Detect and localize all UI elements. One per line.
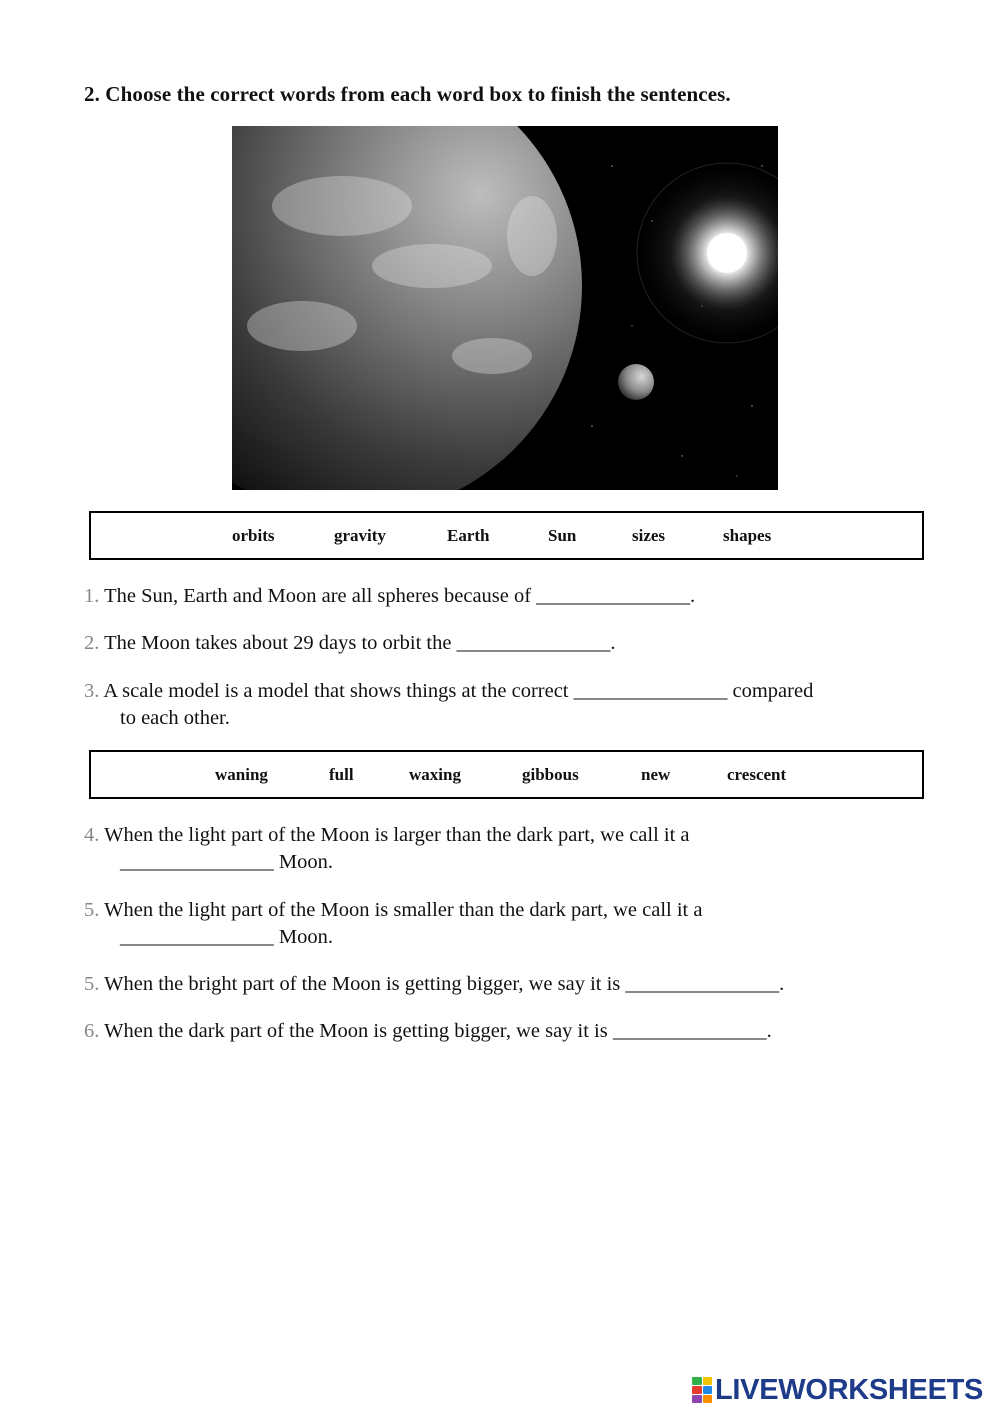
- question-text: When the dark part of the Moon is getting bigger, we say it is: [104, 1020, 613, 1042]
- answer-blank[interactable]: _______________: [573, 680, 728, 702]
- logo-text: LIVEWORKSHEETS: [715, 1373, 984, 1406]
- word-option: gibbous: [522, 765, 579, 784]
- answer-blank[interactable]: _______________: [625, 973, 780, 995]
- logo-tiles-icon: [692, 1377, 712, 1403]
- answer-blank[interactable]: _______________: [536, 585, 690, 607]
- word-option: new: [641, 765, 671, 784]
- question-text-end: Moon.: [273, 926, 333, 948]
- question-1: [84, 583, 934, 610]
- word-option: waning: [215, 765, 268, 784]
- word-option: shapes: [723, 526, 772, 545]
- question-text: A scale model is a model that shows things at the correct: [103, 680, 574, 702]
- question-text: When the light part of the Moon is smaller than the dark part, we call it a: [104, 899, 703, 921]
- question-number: 6.: [84, 1020, 100, 1042]
- question-text-end: .: [689, 585, 696, 607]
- question-text: When the bright part of the Moon is getting bigger, we say it is: [104, 973, 626, 995]
- word-option: Sun: [548, 526, 577, 545]
- answer-blank[interactable]: _______________: [120, 926, 274, 948]
- question-number: 5.: [84, 899, 100, 921]
- word-option: sizes: [632, 526, 666, 545]
- question-text: The Moon takes about 29 days to orbit the: [104, 632, 457, 654]
- answer-blank[interactable]: _______________: [456, 632, 611, 654]
- question-3: [84, 678, 934, 732]
- question-text-end: .: [779, 973, 785, 995]
- question-number: 2.: [84, 632, 100, 654]
- word-option: full: [329, 765, 354, 784]
- space-photo: [232, 126, 778, 490]
- question-2: [84, 630, 934, 657]
- question-text-end: .: [766, 1020, 772, 1042]
- word-option: Earth: [447, 526, 490, 545]
- question-text: The Sun, Earth and Moon are all spheres because of: [104, 585, 537, 607]
- question-text-end: .: [610, 632, 616, 654]
- question-5: [84, 897, 934, 951]
- question-text-continued: to each other.: [120, 707, 230, 729]
- answer-blank[interactable]: _______________: [612, 1020, 767, 1042]
- question-4: [84, 822, 934, 876]
- question-text-end: Moon.: [273, 851, 333, 873]
- question-text-end: compared: [727, 680, 814, 702]
- answer-blank[interactable]: _______________: [120, 851, 274, 873]
- word-option: gravity: [334, 526, 386, 545]
- earth-moon-sun-illustration: [232, 126, 778, 490]
- exercise-heading: 2. Choose the correct words from each word box to finish the sentences.: [84, 82, 731, 106]
- question-number: 3.: [84, 680, 100, 702]
- word-box-2: [89, 750, 924, 799]
- word-option: orbits: [232, 526, 275, 545]
- question-text: When the light part of the Moon is larger than the dark part, we call it a: [104, 824, 690, 846]
- word-option: crescent: [727, 765, 787, 784]
- question-number: 1.: [84, 585, 100, 607]
- word-option: waxing: [409, 765, 461, 784]
- question-5b: [84, 971, 934, 998]
- word-box-1: [89, 511, 924, 560]
- question-number: 4.: [84, 824, 100, 846]
- liveworksheets-logo[interactable]: [692, 1375, 983, 1405]
- question-number: 5.: [84, 973, 100, 995]
- question-6: [84, 1018, 934, 1045]
